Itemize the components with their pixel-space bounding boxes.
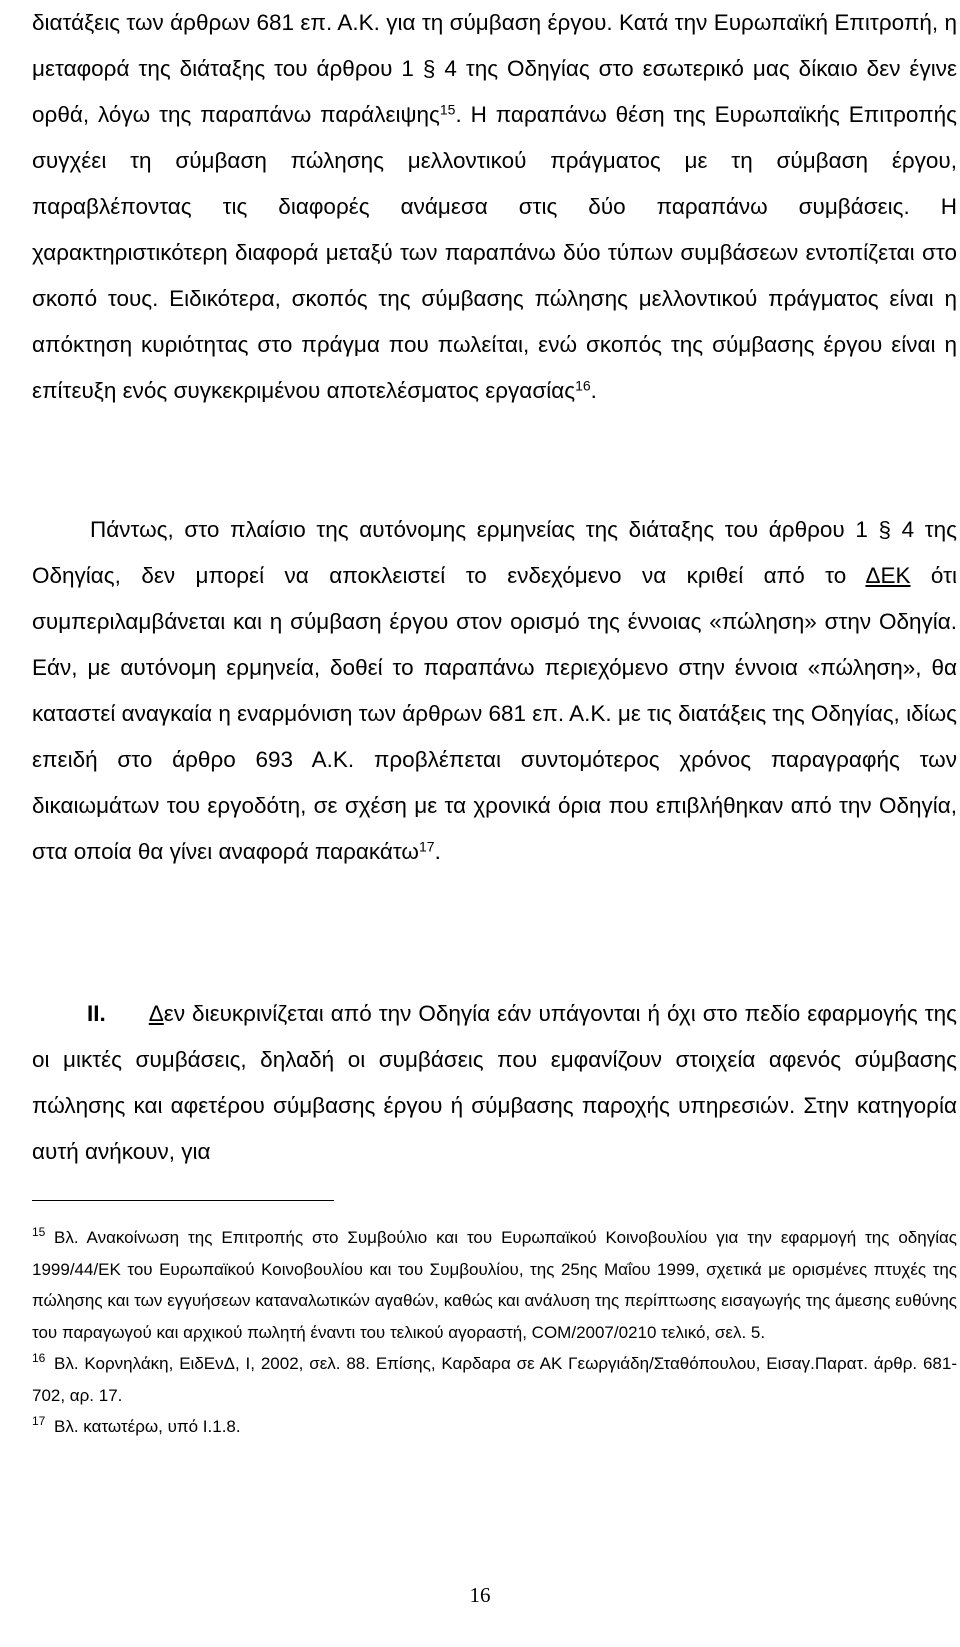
paragraph-3-underlined-initial: Δ (148, 1001, 164, 1026)
footnote-16: $^{16}$ Βλ. Κορνηλάκη, ΕιδΕνΔ, Ι, 2002, σελ. 88. Επίσης, Καρδαρα σε ΑΚ Γεωργιάδη/Σταθόπουλου, Εισαγ.Παρατ. άρθρ. 681-702, αρ. 17. (32, 1350, 957, 1405)
footnote-ref-16[interactable]: 16 (575, 377, 591, 394)
footnote-ref-17[interactable]: 17 (419, 838, 435, 855)
paragraph-2-text-c: . (434, 839, 441, 864)
footnote-17: $^{17}$ Βλ. κατωτέρω, υπό Ι.1.8. (32, 1413, 241, 1436)
footnote-separator (32, 1200, 334, 1201)
paragraph-2-underlined-ecj: ΔΕΚ (865, 563, 911, 588)
paragraph-1-text-a: διατάξεις των άρθρων 681 επ. Α.Κ. για τη σύμβαση έργου. Κατά την Ευρωπαϊκή Επιτροπή, η μεταφορά της διάταξης του άρθρου 1 § 4 της Οδηγίας στο εσωτερικό μας δίκαιο δεν έγινε ορθά, λόγω της παραπάνω παράλειψης (32, 10, 957, 127)
paragraph-3-text: εν διευκρινίζεται από την Οδηγία εάν υπάγονται ή όχι στο πεδίο εφαρμογής της οι μικτές συμβάσεις, δηλαδή οι συμβάσεις που εμφανίζουν στοιχεία αφενός σύμβασης πώλησης και αφετέρου σύμβασης έργου ή σύμβασης παροχής υπηρεσιών. Στην κατηγορία αυτή ανήκουν, για (32, 1001, 957, 1164)
footnote-ref-15[interactable]: 15 (439, 101, 456, 118)
footnote-15: $^{15}$ Βλ. Ανακοίνωση της Επιτροπής στο Συμβούλιο και του Ευρωπαϊκού Κοινοβουλίου για την εφαρμογή της οδηγίας 1999/44/ΕΚ του Ευρωπαϊκού Κοινοβουλίου και του Συμβουλίου, της 25ης Μαΐου 1999, σχετικά με ορισμένες πτυχές της πώλησης και των εγγυήσεων καταναλωτικών αγαθών, καθώς και ανάλυση της περίπτωσης εισαγωγής της άμεσης ευθύνης του παραγωγού και αρχικού πωλητή έναντι του τελικού αγοραστή, COM/2007/0210 τελικό, σελ. 5. (32, 1224, 957, 1342)
paragraph-2 (32, 507, 957, 875)
footnote-text: Βλ. Ανακοίνωση της Επιτροπής στο Συμβούλιο και του Ευρωπαϊκού Κοινοβουλίου για την εφαρμογή της οδηγίας 1999/44/ΕΚ του Ευρωπαϊκού Κοινοβουλίου και του Συμβουλίου, της 25ης Μαΐου 1999, σχετικά με ορισμένες πτυχές της πώλησης και των εγγυήσεων καταναλωτικών αγαθών, καθώς και ανάλυση της περίπτωσης εισαγωγής της άμεσης ευθύνης του παραγωγού και αρχικού πωλητή έναντι του τελικού αγοραστή, COM/2007/0210 τελικό, σελ. 5. (32, 1228, 957, 1342)
footnote-text: Βλ. Κορνηλάκη, ΕιδΕνΔ, Ι, 2002, σελ. 88. Επίσης, Καρδαρα σε ΑΚ Γεωργιάδη/Σταθόπουλου, Εισαγ.Παρατ. άρθρ. 681-702, αρ. 17. (32, 1354, 957, 1405)
paragraph-2-text-b: ότι συμπεριλαμβάνεται και η σύμβαση έργου στον ορισμό της έννοιας «πώληση» στην Οδηγία. Εάν, με αυτόνομη ερμηνεία, δοθεί το παραπάνω περιεχόμενο στην έννοια «πώληση», θα καταστεί αναγκαία η εναρμόνιση των άρθρων 681 επ. Α.Κ. με τις διατάξεις της Οδηγίας, ιδίως επειδή στο άρθρο 693 Α.Κ. προβλέπεται συντομότερος χρόνος παραγραφής των δικαιωμάτων του εργοδότη, σε σχέση με τα χρονικά όρια που επιβλήθηκαν από την Οδηγία, στα οποία θα γίνει αναφορά παρακάτω (32, 563, 957, 864)
paragraph-1-text-b: . Η παραπάνω θέση της Ευρωπαϊκής Επιτροπής συγχέει τη σύμβαση πώλησης μελλοντικού πράγματος με τη σύμβαση έργου, παραβλέποντας τις διαφορές ανάμεσα στις δύο παραπάνω συμβάσεις. Η χαρακτηριστικότερη διαφορά μεταξύ των παραπάνω δύο τύπων συμβάσεων εντοπίζεται στο σκοπό τους. Ειδικότερα, σκοπός της σύμβασης πώλησης μελλοντικού πράγματος είναι η απόκτηση κυριότητας στο πράγμα που πωλείται, ενώ σκοπός της σύμβασης έργου είναι η επίτευξη ενός συγκεκριμένου αποτελέσματος εργασίας (32, 102, 957, 403)
section-number: II. (87, 1001, 106, 1026)
paragraph-1-text-c: . (590, 378, 597, 403)
paragraph-1 (32, 0, 957, 414)
footnotes (32, 1222, 957, 1443)
paragraph-2-text-a: Πάντως, στο πλαίσιο της αυτόνομης ερμηνείας της διάταξης του άρθρου 1 § 4 της Οδηγίας, δεν μπορεί να αποκλειστεί το ενδεχόμενο να κριθεί από το (32, 517, 957, 588)
page-number: 16 (469, 1583, 491, 1607)
paragraph-3 (32, 991, 957, 1175)
footnote-text: Βλ. κατωτέρω, υπό Ι.1.8. (54, 1417, 241, 1436)
